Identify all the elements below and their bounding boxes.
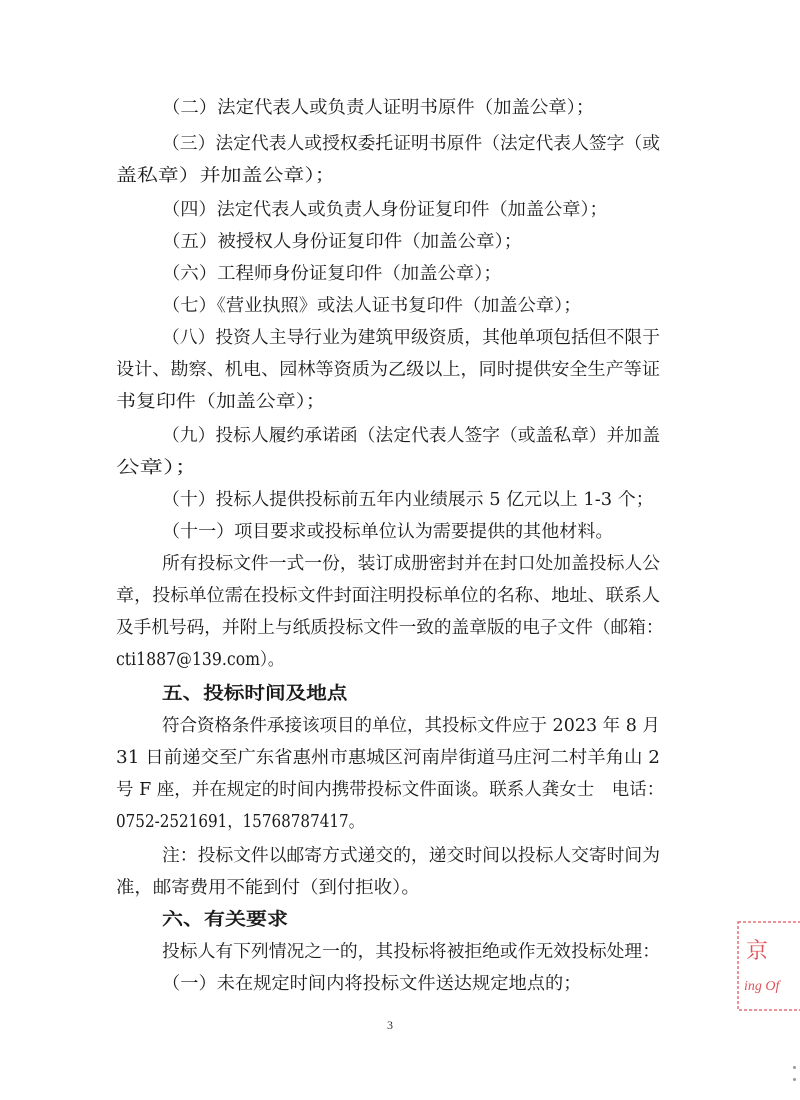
text-line: （三）法定代表人或授权委托证明书原件（法定代表人签字（或 <box>162 134 660 154</box>
text-line: （六）工程师身份证复印件（加盖公章）； <box>162 264 502 284</box>
text-line: 31 日前递交至广东省惠州市惠城区河南岸街道马庄河二村羊角山 2 <box>116 748 661 768</box>
text-line: （五）被授权人身份证复印件（加盖公章）； <box>162 232 523 252</box>
section-heading: 五、投标时间及地点 <box>162 684 348 704</box>
text-line: 章，投标单位需在投标文件封面注明投标单位的名称、地址、联系人 <box>116 586 660 606</box>
text-line: 符合资格条件承接该项目的单位，其投标文件应于 2023 年 8 月 <box>162 716 660 736</box>
text-line: （二）法定代表人或负责人证明书原件（加盖公章）； <box>162 98 595 118</box>
text-line: 0752-2521691，15768787417。 <box>116 812 364 832</box>
text-line: 及手机号码，并附上与纸质投标文件一致的盖章版的电子文件（邮箱： <box>116 618 664 638</box>
text-line: 设计、勘察、机电、园林等资质为乙级以上，同时提供安全生产等证 <box>116 360 660 380</box>
section-heading: 六、有关要求 <box>162 910 288 930</box>
text-line: （九）投标人履约承诺函（法定代表人签字（或盖私章）并加盖 <box>162 426 660 446</box>
text-line: （八）投资人主导行业为建筑甲级资质，其他单项包括但不限于 <box>162 328 660 348</box>
scan-speck <box>793 1066 796 1069</box>
page-number: 3 <box>387 1018 393 1032</box>
text-line: 注：投标文件以邮寄方式递交的，递交时间以投标人交寄时间为 <box>162 846 660 866</box>
text-line: 书复印件（加盖公章）； <box>116 392 326 412</box>
text-line: 所有投标文件一式一份，装订成册密封并在封口处加盖投标人公 <box>162 554 660 574</box>
text-line: 投标人有下列情况之一的，其投标将被拒绝或作无效投标处理： <box>162 942 660 962</box>
text-line: （七）《营业执照》或法人证书复印件（加盖公章）； <box>162 296 582 316</box>
text-line: 号 F 座，并在规定的时间内携带投标文件面谈。联系人龚女士 电话： <box>116 780 665 800</box>
scan-speck <box>793 1078 796 1081</box>
text-line: 盖私章）并加盖公章）； <box>116 166 336 186</box>
svg-text:ing Of: ing Of <box>744 979 780 994</box>
seal-stamp <box>728 918 800 1014</box>
text-line: cti1887@139.com）。 <box>116 650 284 670</box>
text-line: 准，邮寄费用不能到付（到付拒收）。 <box>116 878 420 898</box>
svg-text:京: 京 <box>746 938 769 963</box>
text-line: （十一）项目要求或投标单位认为需要提供的其他材料。 <box>162 522 614 542</box>
text-line: （四）法定代表人或负责人身份证复印件（加盖公章）； <box>162 200 608 220</box>
text-line: （十）投标人提供投标前五年内业绩展示 5 亿元以上 1-3 个； <box>162 490 654 510</box>
text-line: 公章）； <box>116 458 199 478</box>
text-line: （一）未在规定时间内将投标文件送达规定地点的； <box>162 974 582 994</box>
